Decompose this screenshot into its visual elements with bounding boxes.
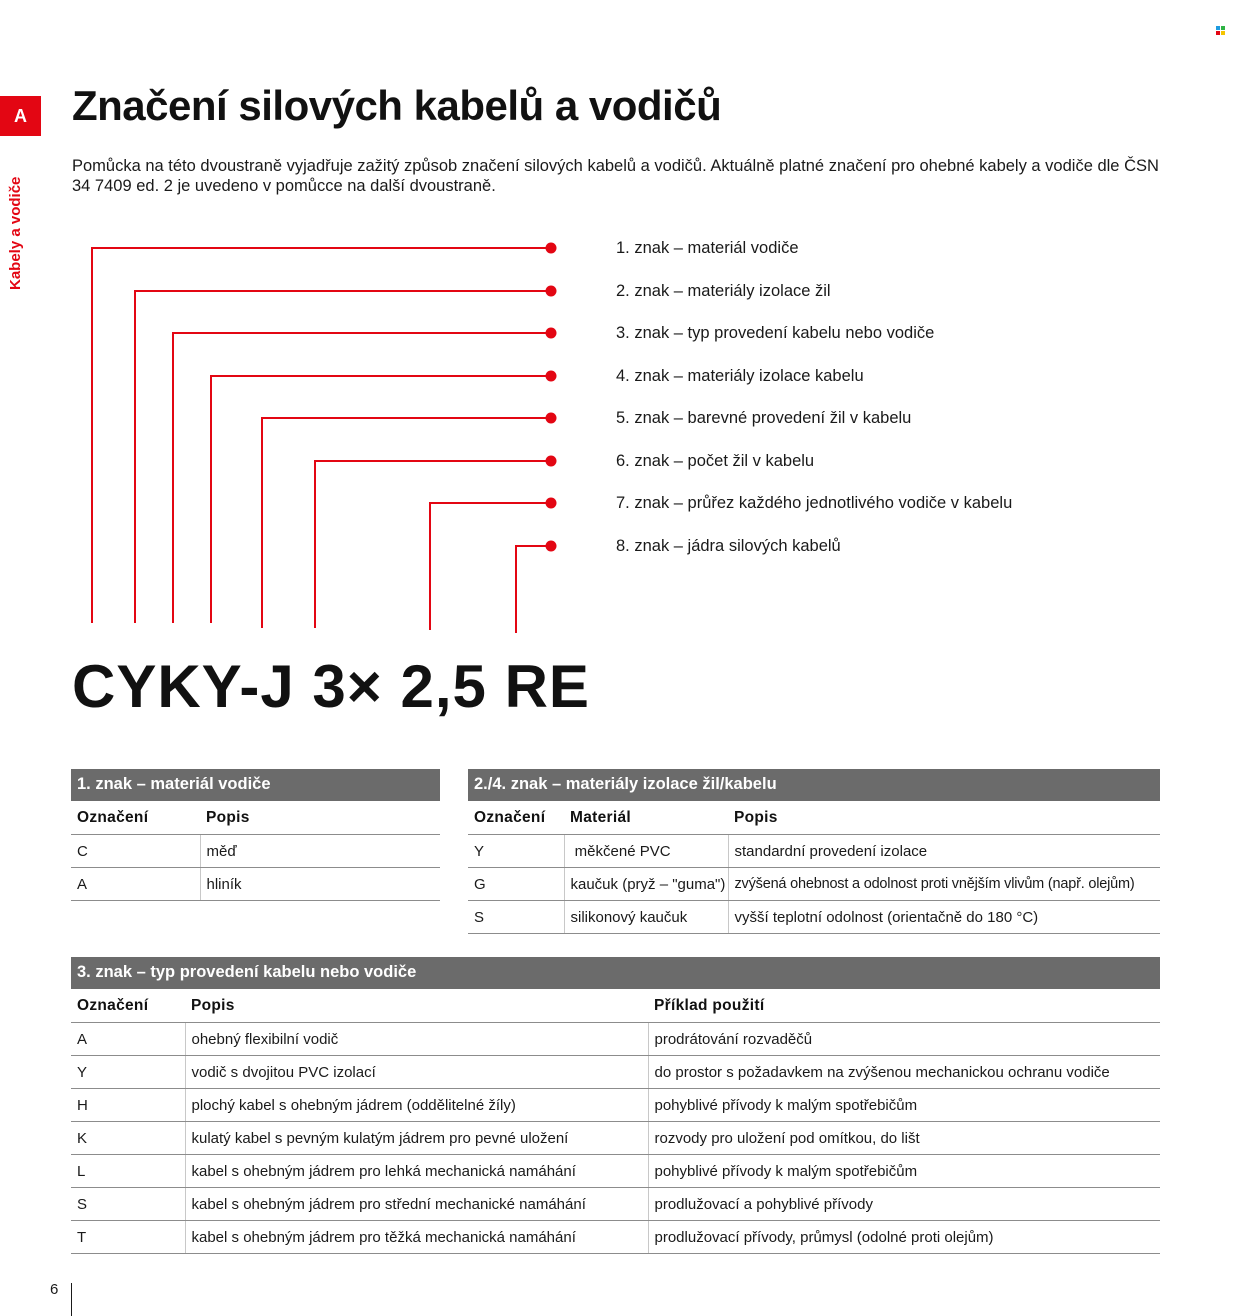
table-cell: kabel s ohebným jádrem pro těžká mechanická namáhání bbox=[185, 1221, 648, 1254]
table-row bbox=[71, 1155, 1160, 1188]
table-cell: kulatý kabel s pevným kulatým jádrem pro pevné uložení bbox=[185, 1122, 648, 1155]
legend-label-3: 3. znak – typ provedení kabelu nebo vodiče bbox=[616, 324, 935, 342]
table-title: 3. znak – typ provedení kabelu nebo vodiče bbox=[71, 957, 1160, 989]
table-cell: do prostor s požadavkem na zvýšenou mechanickou ochranu vodiče bbox=[648, 1056, 1160, 1089]
table-title: 2./4. znak – materiály izolace žil/kabelu bbox=[468, 769, 1160, 801]
column-header: Označení bbox=[468, 801, 564, 835]
table-cell: ohebný flexibilní vodič bbox=[185, 1023, 648, 1056]
table-cell: prodlužovací a pohyblivé přívody bbox=[648, 1188, 1160, 1221]
table-cell: H bbox=[71, 1089, 185, 1122]
table-cell: prodrátování rozvaděčů bbox=[648, 1023, 1160, 1056]
table-cell: A bbox=[71, 1023, 185, 1056]
table-cell: Y bbox=[71, 1056, 185, 1089]
code-breakdown-diagram bbox=[0, 225, 560, 645]
table-cell: K bbox=[71, 1122, 185, 1155]
legend-label-2: 2. znak – materiály izolace žil bbox=[616, 282, 831, 300]
column-header: Materiál bbox=[564, 801, 728, 835]
table-cell: pohyblivé přívody k malým spotřebičům bbox=[648, 1155, 1160, 1188]
table-title: 1. znak – materiál vodiče bbox=[71, 769, 440, 801]
page-title: Značení silových kabelů a vodičů bbox=[72, 82, 722, 129]
table-row bbox=[468, 868, 1160, 901]
table-cell: pohyblivé přívody k malým spotřebičům bbox=[648, 1089, 1160, 1122]
column-header: Příklad použití bbox=[648, 989, 1160, 1023]
table-row bbox=[71, 1221, 1160, 1254]
leader-dot-1 bbox=[546, 243, 557, 254]
table-cell: vodič s dvojitou PVC izolací bbox=[185, 1056, 648, 1089]
table-cell: rozvody pro uložení pod omítkou, do lišt bbox=[648, 1122, 1160, 1155]
leader-dot-8 bbox=[546, 541, 557, 552]
table-cell: L bbox=[71, 1155, 185, 1188]
leader-dot-6 bbox=[546, 456, 557, 467]
table-cable-type bbox=[71, 957, 1160, 1254]
leader-line-8 bbox=[516, 546, 550, 633]
leader-line-2 bbox=[135, 291, 550, 623]
table-row bbox=[71, 835, 440, 868]
table-row bbox=[71, 1188, 1160, 1221]
leader-line-5 bbox=[262, 418, 550, 628]
table-conductor-material bbox=[71, 769, 440, 901]
table-row bbox=[468, 835, 1160, 868]
section-tab: A bbox=[0, 96, 41, 136]
cable-code-example: CYKY-J 3× 2,5 RE bbox=[72, 653, 590, 720]
table-row bbox=[71, 1089, 1160, 1122]
table-cell: měď bbox=[200, 835, 440, 868]
leader-dot-3 bbox=[546, 328, 557, 339]
table-cell: kaučuk (pryž – "guma") bbox=[564, 868, 728, 901]
legend-label-6: 6. znak – počet žil v kabelu bbox=[616, 452, 815, 470]
table-cell: zvýšená ohebnost a odolnost proti vnějším vlivům (např. olejům) bbox=[728, 868, 1160, 901]
table-cell: A bbox=[71, 868, 200, 901]
leader-line-1 bbox=[92, 248, 550, 623]
table-row bbox=[468, 901, 1160, 934]
table-cell: kabel s ohebným jádrem pro střední mechanické namáhání bbox=[185, 1188, 648, 1221]
page-number: 6 bbox=[50, 1281, 59, 1298]
leader-dot-7 bbox=[546, 498, 557, 509]
table-cell: měkčené PVC bbox=[564, 835, 728, 868]
legend-label-5: 5. znak – barevné provedení žil v kabelu bbox=[616, 409, 912, 427]
table-row bbox=[71, 1056, 1160, 1089]
table-cell: T bbox=[71, 1221, 185, 1254]
legend-label-1: 1. znak – materiál vodiče bbox=[616, 239, 799, 257]
column-header: Popis bbox=[200, 801, 440, 835]
leader-dot-2 bbox=[546, 286, 557, 297]
leader-line-7 bbox=[430, 503, 550, 630]
table-cell: kabel s ohebným jádrem pro lehká mechanická namáhání bbox=[185, 1155, 648, 1188]
intro-paragraph: Pomůcka na této dvoustraně vyjadřuje zažitý způsob značení silových kabelů a vodičů. Aktuálně platné značení pro ohebné kabely a vodiče dle ČSN 34 7409 ed. 2 je uvedeno v pomůcce na další dvoustraně. bbox=[72, 157, 1159, 195]
table-insulation-material bbox=[468, 769, 1160, 934]
legend-label-8: 8. znak – jádra silových kabelů bbox=[616, 537, 841, 555]
table-cell: vyšší teplotní odolnost (orientačně do 180 °C) bbox=[728, 901, 1160, 934]
table-cell: G bbox=[468, 868, 564, 901]
section-side-label: Kabely a vodiče bbox=[7, 176, 24, 290]
leader-line-6 bbox=[315, 461, 550, 628]
leader-dot-5 bbox=[546, 413, 557, 424]
table-cell: hliník bbox=[200, 868, 440, 901]
column-header: Označení bbox=[71, 989, 185, 1023]
table-row bbox=[71, 1023, 1160, 1056]
table-cell: standardní provedení izolace bbox=[728, 835, 1160, 868]
leader-dot-4 bbox=[546, 371, 557, 382]
table-cell: plochý kabel s ohebným jádrem (oddělitelné žíly) bbox=[185, 1089, 648, 1122]
table-cell: prodlužovací přívody, průmysl (odolné proti olejům) bbox=[648, 1221, 1160, 1254]
print-color-mark bbox=[1216, 26, 1225, 35]
table-row bbox=[71, 868, 440, 901]
column-header: Popis bbox=[728, 801, 1160, 835]
page-number-rule bbox=[71, 1283, 72, 1316]
legend-label-7: 7. znak – průřez každého jednotlivého vodiče v kabelu bbox=[616, 494, 1013, 512]
table-cell: S bbox=[71, 1188, 185, 1221]
column-header: Označení bbox=[71, 801, 200, 835]
table-cell: silikonový kaučuk bbox=[564, 901, 728, 934]
table-cell: S bbox=[468, 901, 564, 934]
table-cell: Y bbox=[468, 835, 564, 868]
column-header: Popis bbox=[185, 989, 648, 1023]
table-cell: C bbox=[71, 835, 200, 868]
legend-label-4: 4. znak – materiály izolace kabelu bbox=[616, 367, 864, 385]
table-row bbox=[71, 1122, 1160, 1155]
